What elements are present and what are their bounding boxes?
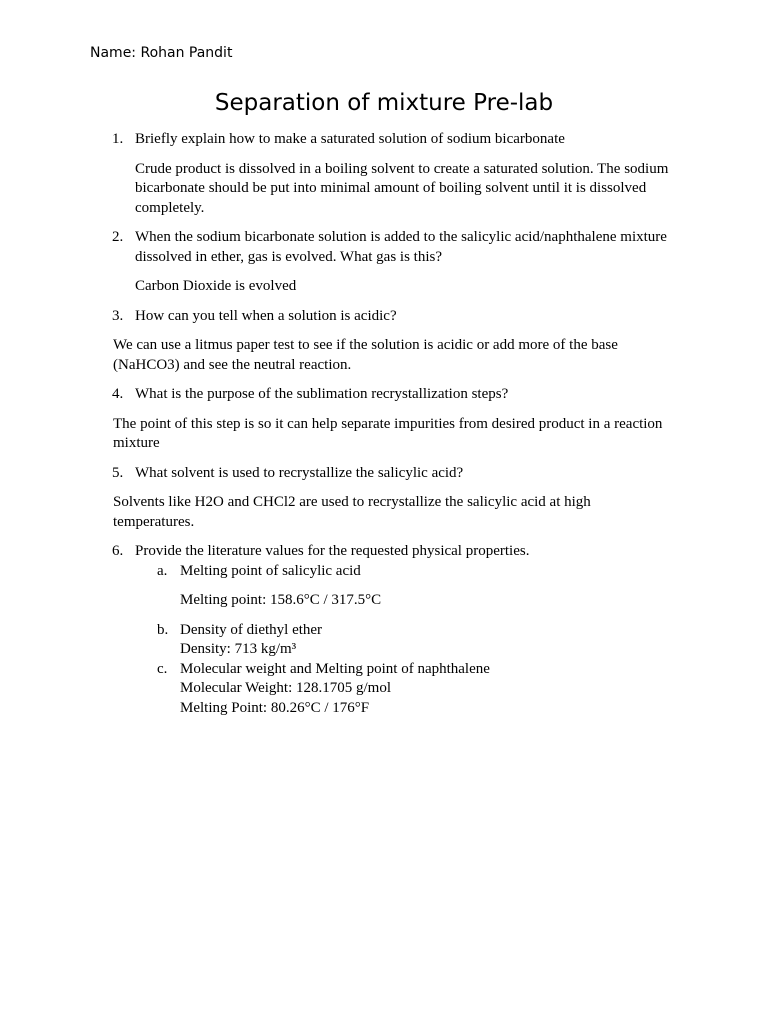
question-item	[112, 464, 680, 484]
answer-text: Carbon Dioxide is evolved	[135, 278, 297, 294]
sub-answer-text: Melting Point: 80.26°C / 176°F	[180, 699, 370, 716]
page-title: Separation of mixture Pre-lab	[214, 90, 554, 116]
answer-text: Crude product is dissolved in a boiling solvent to create a saturated solution. The sodium bicarbonate should be put into minimal amount of boiling solvent until it is dissolved completely.	[135, 160, 669, 216]
sub-question-letter: c.	[157, 660, 168, 677]
question-number: 1.	[112, 131, 124, 147]
question-number: 3.	[112, 307, 124, 324]
sub-question-letter: b.	[157, 621, 169, 638]
question-text: When the sodium bicarbonate solution is added to the salicylic acid/naphthalene mixture dissolved in ether, gas is evolved. What gas is this?	[135, 229, 667, 265]
sub-answer-text: Density: 713 kg/m³	[180, 641, 297, 657]
question-item	[112, 385, 680, 405]
question-text: What is the purpose of the sublimation recrystallization steps?	[135, 386, 509, 402]
sub-question-text: Molecular weight and Melting point of naphthalene	[180, 660, 490, 677]
question-number: 4.	[112, 386, 124, 402]
answer-text: We can use a litmus paper test to see if the solution is acidic or add more of the base (NaHCO3) and see the neutral reaction.	[113, 337, 618, 373]
question-item	[112, 542, 680, 562]
sub-answer-text: Molecular Weight: 128.1705 g/mol	[180, 680, 391, 696]
question-number: 6.	[112, 543, 124, 559]
sub-question-item	[157, 660, 680, 680]
question-text: Provide the literature values for the requested physical properties.	[135, 543, 530, 559]
question-item	[112, 307, 680, 327]
sub-question-letter: a.	[157, 562, 168, 579]
question-number: 5.	[112, 464, 124, 481]
document-body	[0, 130, 768, 718]
question-text: How can you tell when a solution is acidic?	[135, 307, 397, 324]
question-text: Briefly explain how to make a saturated solution of sodium bicarbonate	[135, 131, 565, 147]
question-number: 2.	[112, 229, 124, 245]
sub-question-text: Melting point of salicylic acid	[180, 562, 361, 579]
question-item	[112, 228, 680, 267]
question-text: What solvent is used to recrystallize the salicylic acid?	[135, 464, 464, 481]
answer-text: Solvents like H2O and CHCl2 are used to recrystallize the salicylic acid at high temperatures.	[113, 494, 591, 530]
sub-answer-text: Melting point: 158.6°C / 317.5°C	[180, 592, 382, 608]
sub-question-item	[157, 621, 680, 641]
question-item	[112, 130, 680, 150]
student-name: Name: Rohan Pandit	[90, 45, 233, 61]
sub-question-text: Density of diethyl ether	[180, 621, 323, 638]
answer-text: The point of this step is so it can help separate impurities from desired product in a reaction mixture	[113, 415, 663, 451]
sub-question-item	[157, 562, 680, 582]
